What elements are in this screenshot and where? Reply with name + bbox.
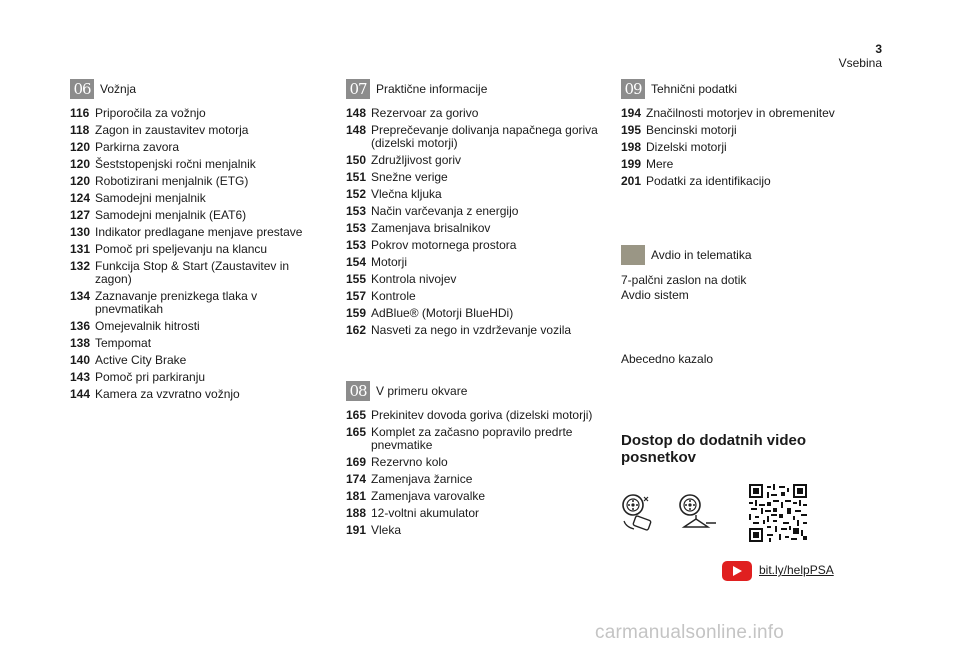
toc-entry-title: Motorji	[371, 255, 408, 269]
toc-page-number: 153	[346, 238, 367, 252]
toc-entry-title: Samodejni menjalnik (EAT6)	[95, 208, 247, 222]
toc-entry	[346, 307, 601, 320]
tyre-repair-kit-icon	[620, 493, 658, 535]
toc-entry	[70, 175, 325, 188]
toc-entry	[346, 456, 601, 469]
toc-entry	[621, 175, 861, 188]
video-title: Dostop do dodatnih video posnetkov	[621, 432, 806, 466]
audio-line-touchscreen: 7-palčni zaslon na dotik	[621, 273, 747, 287]
toc-entry-title: Prekinitev dovoda goriva (dizelski motorji)	[371, 408, 593, 422]
toc-page-number: 118	[70, 123, 90, 137]
toc-entry-title: Kamera za vzvratno vožnjo	[95, 387, 240, 401]
toc-entry	[70, 260, 325, 286]
toc-page-number: 136	[70, 319, 91, 333]
toc-entry-title: Dizelski motorji	[646, 140, 727, 154]
toc-page-number: 162	[346, 323, 367, 337]
toc-entry-title: 12-voltni akumulator	[371, 506, 480, 520]
toc-page-number: 165	[346, 408, 367, 422]
toc-entry	[346, 107, 601, 120]
toc-page-number: 150	[346, 153, 367, 167]
section-badge: 07	[346, 79, 370, 99]
toc-entry	[70, 192, 325, 205]
toc-page-number: 188	[346, 506, 367, 520]
toc-page-number: 144	[70, 387, 91, 401]
toc-entry-title: Vlečna kljuka	[371, 187, 442, 201]
toc-entry-title: Indikator predlagane menjave prestave	[95, 225, 303, 239]
section-header	[621, 79, 861, 99]
toc-entry	[70, 388, 325, 401]
section-title: Praktične informacije	[376, 82, 488, 96]
toc-entry	[346, 256, 601, 269]
toc-entry	[70, 290, 325, 316]
toc-entry-title: Pomoč pri parkiranju	[95, 370, 206, 384]
toc-entry	[346, 507, 601, 520]
toc-entry	[346, 154, 601, 167]
section-title: Avdio in telematika	[651, 248, 752, 262]
toc-entry-title: Samodejni menjalnik	[95, 191, 206, 205]
toc-entry	[346, 473, 601, 486]
toc-entry-title: Vleka	[371, 523, 402, 537]
toc-page-number: 159	[346, 306, 367, 320]
toc-entry	[70, 337, 325, 350]
section-07	[346, 79, 601, 341]
toc-page-number: 165	[346, 425, 367, 439]
toc-list	[621, 107, 861, 188]
toc-entry	[70, 158, 325, 171]
toc-page-number: 153	[346, 204, 367, 218]
audio-line-system: Avdio sistem	[621, 288, 689, 302]
toc-entry-title: Omejevalnik hitrosti	[95, 319, 200, 333]
toc-page-number: 199	[621, 157, 642, 171]
toc-entry	[346, 324, 601, 337]
toc-entry-title: Rezervno kolo	[371, 455, 448, 469]
toc-entry	[621, 158, 861, 171]
toc-page-number: 194	[621, 106, 642, 120]
section-title: V primeru okvare	[376, 384, 468, 398]
toc-entry-title: Preprečevanje dolivanja napačnega goriva (dizelski motorji)	[371, 123, 598, 150]
toc-page-number: 148	[346, 123, 367, 137]
section-09	[621, 79, 861, 192]
page-title: Vsebina	[838, 56, 882, 70]
toc-entry-title: Parkirna zavora	[95, 140, 180, 154]
toc-page-number: 120	[70, 157, 91, 171]
page-number: 3	[875, 42, 882, 56]
toc-list	[346, 409, 601, 537]
section-badge: 09	[621, 79, 645, 99]
section-audio	[621, 245, 861, 303]
toc-page-number: 151	[346, 170, 367, 184]
wheel-jack-icon	[676, 493, 720, 533]
toc-entry-title: Snežne verige	[371, 170, 448, 184]
toc-entry-title: Funkcija Stop & Start (Zaustavitev in zagon)	[95, 259, 290, 286]
toc-entry-title: Nasveti za nego in vzdrževanje vozila	[371, 323, 572, 337]
toc-entry-title: Način varčevanja z energijo	[371, 204, 519, 218]
play-button-icon[interactable]	[722, 561, 752, 581]
toc-entry	[346, 188, 601, 201]
toc-entry-title: Active City Brake	[95, 353, 187, 367]
toc-entry	[346, 205, 601, 218]
toc-page-number: 138	[70, 336, 91, 350]
toc-entry	[346, 524, 601, 537]
toc-page-number: 157	[346, 289, 367, 303]
section-title: Tehnični podatki	[651, 82, 738, 96]
section-08	[346, 381, 601, 541]
toc-list	[70, 107, 325, 401]
toc-page-number: 132	[70, 259, 91, 273]
toc-page-number: 127	[70, 208, 91, 222]
toc-entry	[70, 141, 325, 154]
toc-page-number: 143	[70, 370, 91, 384]
section-badge: 08	[346, 381, 370, 401]
section-badge: 06	[70, 79, 94, 99]
toc-page-number: 181	[346, 489, 367, 503]
toc-page-number: 148	[346, 106, 367, 120]
toc-entry-title: Komplet za začasno popravilo predrte pnevmatike	[371, 425, 573, 452]
toc-entry-title: AdBlue® (Motorji BlueHDi)	[371, 306, 514, 320]
section-06	[70, 79, 325, 405]
section-header	[70, 79, 325, 99]
toc-page-number: 130	[70, 225, 91, 239]
toc-page-number: 153	[346, 221, 367, 235]
toc-entry-title: Zamenjava žarnice	[371, 472, 473, 486]
toc-page-number: 124	[70, 191, 91, 205]
toc-entry	[70, 243, 325, 256]
toc-page-number: 152	[346, 187, 367, 201]
toc-entry	[70, 226, 325, 239]
alphabetical-index: Abecedno kazalo	[621, 352, 714, 366]
toc-entry	[346, 222, 601, 235]
toc-entry-title: Zaznavanje prenizkega tlaka v pnevmatikah	[95, 289, 258, 316]
toc-entry	[70, 320, 325, 333]
toc-entry	[621, 107, 861, 120]
toc-entry	[70, 124, 325, 137]
toc-entry	[346, 273, 601, 286]
toc-entry-title: Kontrole	[371, 289, 416, 303]
toc-entry	[70, 209, 325, 222]
toc-entry	[346, 290, 601, 303]
toc-entry	[346, 239, 601, 252]
section-header	[346, 79, 601, 99]
toc-entry	[621, 124, 861, 137]
toc-page-number: 140	[70, 353, 91, 367]
qr-code-icon	[749, 484, 807, 542]
toc-page-number: 191	[346, 523, 367, 537]
toc-entry-title: Robotizirani menjalnik (ETG)	[95, 174, 249, 188]
toc-entry-title: Zagon in zaustavitev motorja	[95, 123, 249, 137]
toc-page-number: 169	[346, 455, 367, 469]
toc-page-number: 174	[346, 472, 367, 486]
toc-list	[346, 107, 601, 337]
toc-page-number: 198	[621, 140, 642, 154]
toc-page-number: 201	[621, 174, 642, 188]
toc-entry-title: Mere	[646, 157, 674, 171]
section-badge	[621, 245, 645, 265]
toc-entry-title: Zamenjava brisalnikov	[371, 221, 491, 235]
toc-page-number: 134	[70, 289, 91, 303]
toc-entry-title: Šeststopenjski ročni menjalnik	[95, 157, 256, 171]
toc-page-number: 131	[70, 242, 91, 256]
toc-entry	[346, 124, 601, 150]
toc-entry-title: Podatki za identifikacijo	[646, 174, 771, 188]
help-link[interactable]: bit.ly/helpPSA	[759, 563, 834, 577]
toc-entry	[70, 354, 325, 367]
toc-page-number: 120	[70, 140, 91, 154]
toc-entry-title: Pokrov motornega prostora	[371, 238, 517, 252]
toc-page-number: 195	[621, 123, 642, 137]
toc-entry	[346, 490, 601, 503]
toc-page-number: 155	[346, 272, 367, 286]
toc-page-number: 154	[346, 255, 367, 269]
toc-entry	[346, 409, 601, 422]
toc-entry	[621, 141, 861, 154]
toc-entry-title: Priporočila za vožnjo	[95, 106, 206, 120]
toc-entry-title: Značilnosti motorjev in obremenitev	[646, 106, 835, 120]
toc-entry	[346, 426, 601, 452]
toc-entry-title: Kontrola nivojev	[371, 272, 457, 286]
section-header	[346, 381, 601, 401]
toc-page-number: 116	[70, 106, 90, 120]
watermark: carmanualsonline.info	[595, 622, 785, 643]
toc-entry-title: Bencinski motorji	[646, 123, 737, 137]
toc-entry	[346, 171, 601, 184]
toc-entry-title: Rezervoar za gorivo	[371, 106, 479, 120]
toc-entry	[70, 371, 325, 384]
section-header	[621, 245, 861, 265]
toc-entry-title: Tempomat	[95, 336, 152, 350]
section-title: Vožnja	[100, 82, 137, 96]
toc-page-number: 120	[70, 174, 91, 188]
toc-entry-title: Pomoč pri speljevanju na klancu	[95, 242, 268, 256]
page-header	[839, 42, 882, 70]
toc-entry-title: Zamenjava varovalke	[371, 489, 486, 503]
toc-entry	[70, 107, 325, 120]
toc-entry-title: Združljivost goriv	[371, 153, 462, 167]
